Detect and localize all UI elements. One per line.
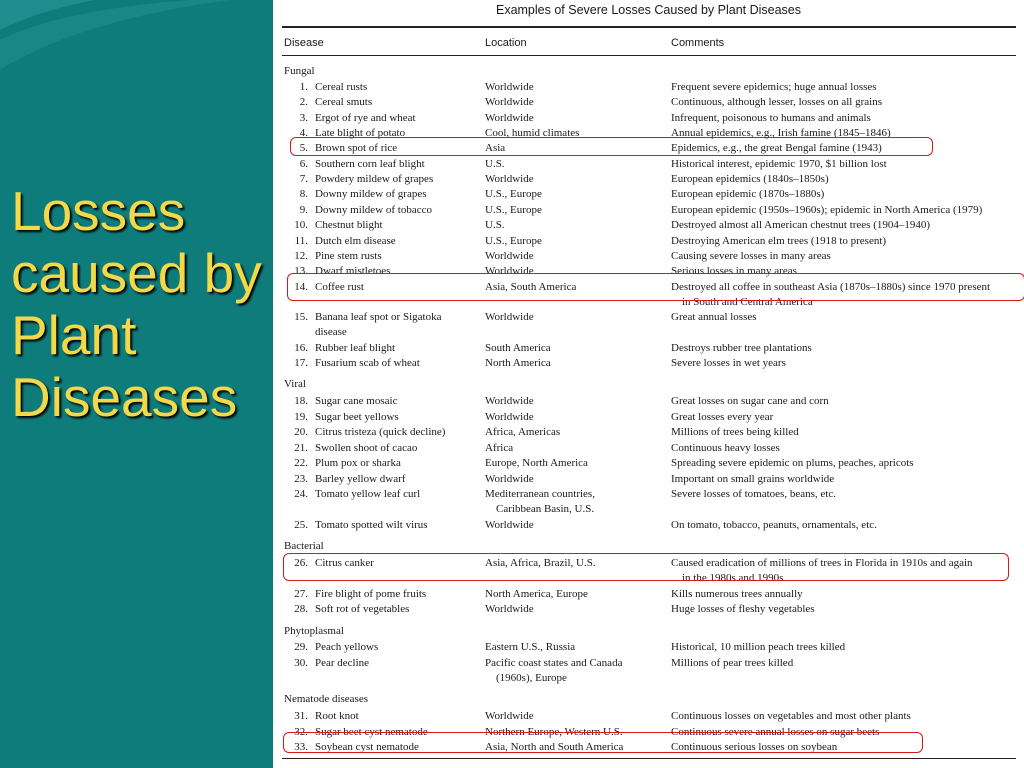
row-number: 17. [294,357,308,369]
location-cell: Worldwide [485,311,534,323]
disease-cell: Coffee rust [315,281,364,293]
disease-cell: Pine stem rusts [315,250,382,262]
row-number: 33. [294,741,308,753]
disease-cell: Cereal rusts [315,81,368,93]
group-heading: Nematode diseases [284,693,368,705]
disease-cell: Downy mildew of tobacco [315,204,432,216]
row-number: 10. [294,219,308,231]
comments-cell: Historical, 10 million peach trees killed [671,641,846,653]
comments-cell: Serious losses in many areas [671,265,797,277]
disease-cell: Tomato spotted wilt virus [315,519,428,531]
location-cell: (1960s), Europe [496,672,567,684]
group-heading: Fungal [284,65,315,77]
location-cell: Asia, Africa, Brazil, U.S. [485,557,596,569]
group-heading: Bacterial [284,540,324,552]
disease-cell: Rubber leaf blight [315,342,396,354]
location-cell: Northern Europe, Western U.S. [485,726,623,738]
slide-title [11,180,273,428]
disease-cell: Brown spot of rice [315,142,398,154]
comments-cell: On tomato, tobacco, peanuts, ornamentals, etc. [671,519,877,531]
location-cell: Mediterranean countries, [485,488,595,500]
disease-cell: Root knot [315,710,359,722]
location-cell: Worldwide [485,81,534,93]
comments-cell: Frequent severe epidemics; huge annual losses [671,81,877,93]
row-number: 30. [294,657,308,669]
comments-cell: Millions of pear trees killed [671,657,794,669]
disease-cell: Dwarf mistletoes [315,265,391,277]
comments-cell: Destroyed almost all American chestnut trees (1904–1940) [671,219,931,231]
location-cell: North America [485,357,551,369]
comments-cell: in the 1980s and 1990s [682,572,784,584]
disease-cell: Soybean cyst nematode [315,741,419,753]
row-number: 12. [294,250,308,262]
disease-cell: Plum pox or sharka [315,457,401,469]
disease-cell: Citrus canker [315,557,374,569]
disease-cell: Soft rot of vegetables [315,603,410,615]
comments-cell: Annual epidemics, e.g., Irish famine (1845–1846) [671,127,891,139]
comments-cell: Epidemics, e.g., the great Bengal famine (1943) [671,142,882,154]
disease-cell: Southern corn leaf blight [315,158,425,170]
location-cell: Worldwide [485,395,534,407]
comments-cell: Destroys rubber tree plantations [671,342,812,354]
comments-cell: Kills numerous trees annually [671,588,803,600]
disease-cell: Dutch elm disease [315,235,396,247]
slide-title-line: Plant [11,304,137,366]
comments-cell: Destroying American elm trees (1918 to present) [671,235,887,247]
row-number: 27. [294,588,308,600]
group-heading: Phytoplasmal [284,625,344,637]
group-heading: Viral [284,378,306,390]
row-number: 32. [294,726,308,738]
slide-title-line: Losses [11,180,186,242]
row-number: 5. [299,142,308,154]
location-cell: Eastern U.S., Russia [485,641,576,653]
comments-cell: Causing severe losses in many areas [671,250,831,262]
row-number: 22. [294,457,308,469]
comments-cell: Huge losses of fleshy vegetables [671,603,815,615]
location-cell: Asia [485,142,506,154]
location-cell: U.S., Europe [485,235,542,247]
row-number: 14. [294,281,308,293]
red-highlight-box [283,732,923,753]
location-cell: Caribbean Basin, U.S. [496,503,595,515]
location-cell: Africa [485,442,514,454]
disease-cell: Powdery mildew of grapes [315,173,434,185]
location-cell: Worldwide [485,173,534,185]
row-number: 23. [294,473,308,485]
location-cell: Worldwide [485,411,534,423]
comments-cell: Historical interest, epidemic 1970, $1 billion lost [671,158,887,170]
location-cell: U.S. [485,158,505,170]
row-number: 3. [299,112,308,124]
disease-cell: Fusarium scab of wheat [315,357,420,369]
header-rule [282,55,1016,56]
comments-cell: Millions of trees being killed [671,426,799,438]
disease-cell: Citrus tristeza (quick decline) [315,426,446,438]
column-header-comments: Comments [671,37,725,49]
location-cell: U.S. [485,219,505,231]
location-cell: Worldwide [485,710,534,722]
comments-cell: Important on small grains worldwide [671,473,835,485]
disease-cell: Swollen shoot of cacao [315,442,418,454]
row-number: 2. [299,96,308,108]
location-cell: South America [485,342,551,354]
comments-cell: Severe losses in wet years [671,357,786,369]
comments-cell: Continuous serious losses on soybean [671,741,838,753]
location-cell: North America, Europe [485,588,588,600]
column-header-location: Location [485,37,527,49]
disease-loss-table [273,0,1024,768]
column-header-disease: Disease [284,37,324,49]
row-number: 26. [294,557,308,569]
location-cell: Cool, humid climates [485,127,580,139]
location-cell: Asia, South America [485,281,577,293]
comments-cell: Great annual losses [671,311,757,323]
comments-cell: Continuous heavy losses [671,442,780,454]
comments-cell: Severe losses of tomatoes, beans, etc. [671,488,836,500]
disease-cell: Cereal smuts [315,96,373,108]
disease-cell: Barley yellow dwarf [315,473,406,485]
disease-cell: Banana leaf spot or Sigatoka [315,311,442,323]
bottom-rule [282,758,1016,759]
location-cell: U.S., Europe [485,188,542,200]
comments-cell: Caused eradication of millions of trees in Florida in 1910s and again [671,557,973,569]
table-title: Examples of Severe Losses Caused by Plant Diseases [495,3,802,17]
disease-cell: Fire blight of pome fruits [315,588,427,600]
location-cell: Europe, North America [485,457,588,469]
slide-title-line: caused by [11,242,262,304]
disease-cell: Sugar cane mosaic [315,395,398,407]
row-number: 4. [299,127,308,139]
comments-cell: Spreading severe epidemic on plums, peaches, apricots [671,457,914,469]
comments-cell: European epidemics (1840s–1850s) [671,173,829,185]
comments-cell: European epidemic (1950s–1960s); epidemic in North America (1979) [671,204,983,216]
top-rule [282,26,1016,28]
comments-cell: in South and Central America [682,296,813,308]
disease-cell: Sugar beet cyst nematode [315,726,428,738]
red-highlight-box [287,273,1024,301]
location-cell: Worldwide [485,112,534,124]
row-number: 7. [299,173,308,185]
row-number: 29. [294,641,308,653]
disease-cell: Late blight of potato [315,127,406,139]
comments-cell: Continuous, although lesser, losses on all grains [671,96,882,108]
row-number: 9. [299,204,308,216]
row-number: 11. [294,235,308,247]
disease-cell: Sugar beet yellows [315,411,399,423]
location-cell: Worldwide [485,603,534,615]
row-number: 31. [294,710,308,722]
row-number: 21. [294,442,308,454]
disease-cell: Pear decline [315,657,370,669]
row-number: 18. [294,395,308,407]
comments-cell: Great losses on sugar cane and corn [671,395,829,407]
row-number: 19. [294,411,308,423]
location-cell: Worldwide [485,96,534,108]
location-cell: Worldwide [485,473,534,485]
slide-title-line: Diseases [11,366,238,428]
location-cell: Worldwide [485,519,534,531]
disease-cell: Ergot of rye and wheat [315,112,416,124]
comments-cell: Great losses every year [671,411,774,423]
disease-cell: disease [315,326,347,338]
comments-cell: Continuous severe annual losses on sugar beets [671,726,880,738]
location-cell: U.S., Europe [485,204,542,216]
row-number: 8. [299,188,308,200]
row-number: 15. [294,311,308,323]
red-highlight-box [283,553,1009,581]
red-highlight-box [290,137,933,156]
location-cell: Africa, Americas [485,426,561,438]
comments-cell: Infrequent, poisonous to humans and animals [671,112,871,124]
row-number: 13. [294,265,308,277]
disease-cell: Downy mildew of grapes [315,188,427,200]
comments-cell: Continuous losses on vegetables and most other plants [671,710,911,722]
location-cell: Pacific coast states and Canada [485,657,623,669]
comments-cell: European epidemic (1870s–1880s) [671,188,825,200]
disease-cell: Tomato yellow leaf curl [315,488,421,500]
comments-cell: Destroyed all coffee in southeast Asia (1870s–1880s) since 1970 present [671,281,991,293]
row-number: 20. [294,426,308,438]
row-number: 25. [294,519,308,531]
location-cell: Asia, North and South America [485,741,624,753]
location-cell: Worldwide [485,265,534,277]
row-number: 28. [294,603,308,615]
row-number: 6. [299,158,308,170]
disease-cell: Chestnut blight [315,219,383,231]
row-number: 1. [299,81,308,93]
location-cell: Worldwide [485,250,534,262]
row-number: 24. [294,488,308,500]
disease-cell: Peach yellows [315,641,379,653]
row-number: 16. [294,342,308,354]
